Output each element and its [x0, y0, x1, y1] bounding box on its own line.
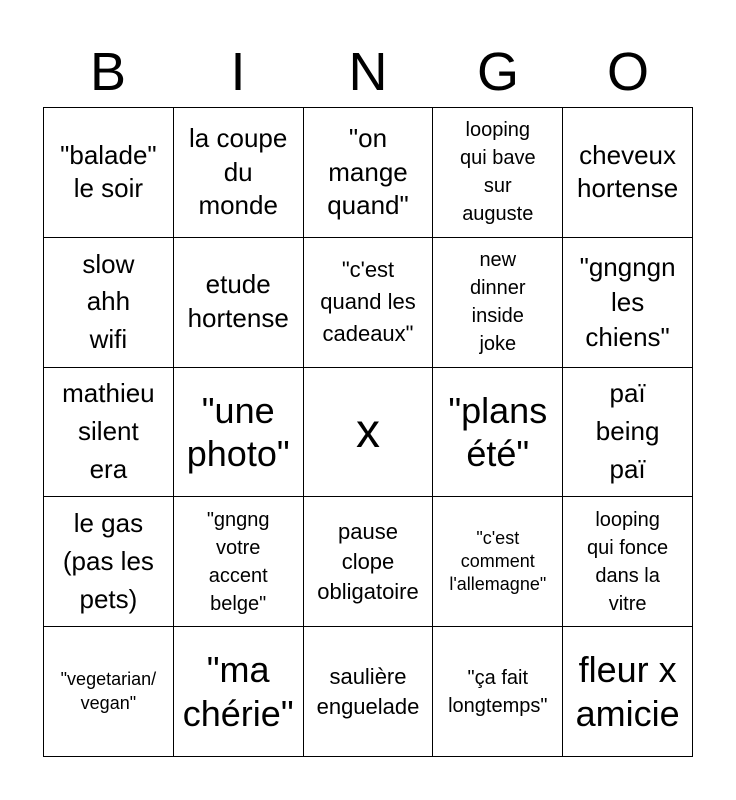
bingo-cell-r3c3-free[interactable]: x [304, 368, 434, 498]
header-letter-g: G [476, 42, 519, 102]
bingo-cell-r5c2[interactable]: "ma chérie" [174, 627, 304, 757]
bingo-cell-r1c5[interactable]: cheveux hortense [563, 108, 693, 238]
bingo-cell-r1c3[interactable]: "on mange quand" [304, 108, 434, 238]
header-letter-o: O [606, 42, 649, 102]
bingo-board [43, 107, 693, 757]
bingo-cell-r3c4[interactable]: "plans été" [433, 368, 563, 498]
bingo-cell-r2c1[interactable]: slow ahh wifi [44, 238, 174, 368]
bingo-cell-r4c2[interactable]: "gngng votre accent belge" [174, 497, 304, 627]
bingo-cell-r2c3[interactable]: "c'est quand les cadeaux" [304, 238, 434, 368]
bingo-header [43, 40, 693, 104]
bingo-cell-r4c3[interactable]: pause clope obligatoire [304, 497, 434, 627]
bingo-cell-r2c2[interactable]: etude hortense [174, 238, 304, 368]
bingo-cell-r1c4[interactable]: looping qui bave sur auguste [433, 108, 563, 238]
bingo-cell-r5c1[interactable]: "vegetarian/ vegan" [44, 627, 174, 757]
bingo-cell-r5c3[interactable]: saulière enguelade [304, 627, 434, 757]
bingo-cell-r2c5[interactable]: "gngngn les chiens" [563, 238, 693, 368]
bingo-cell-r4c4[interactable]: "c'est comment l'allemagne" [433, 497, 563, 627]
header-letter-b: B [89, 42, 127, 102]
header-letter-i: I [230, 42, 246, 102]
bingo-cell-r4c5[interactable]: looping qui fonce dans la vitre [563, 497, 693, 627]
bingo-cell-r4c1[interactable]: le gas (pas les pets) [44, 497, 174, 627]
bingo-cell-r3c5[interactable]: paï being paï [563, 368, 693, 498]
bingo-cell-r2c4[interactable]: new dinner inside joke [433, 238, 563, 368]
bingo-cell-r5c4[interactable]: "ça fait longtemps" [433, 627, 563, 757]
bingo-cell-r1c2[interactable]: la coupe du monde [174, 108, 304, 238]
bingo-cell-r3c2[interactable]: "une photo" [174, 368, 304, 498]
bingo-cell-r3c1[interactable]: mathieu silent era [44, 368, 174, 498]
bingo-cell-r1c1[interactable]: "balade" le soir [44, 108, 174, 238]
header-letter-n: N [348, 42, 388, 102]
bingo-cell-r5c5[interactable]: fleur x amicie [563, 627, 693, 757]
